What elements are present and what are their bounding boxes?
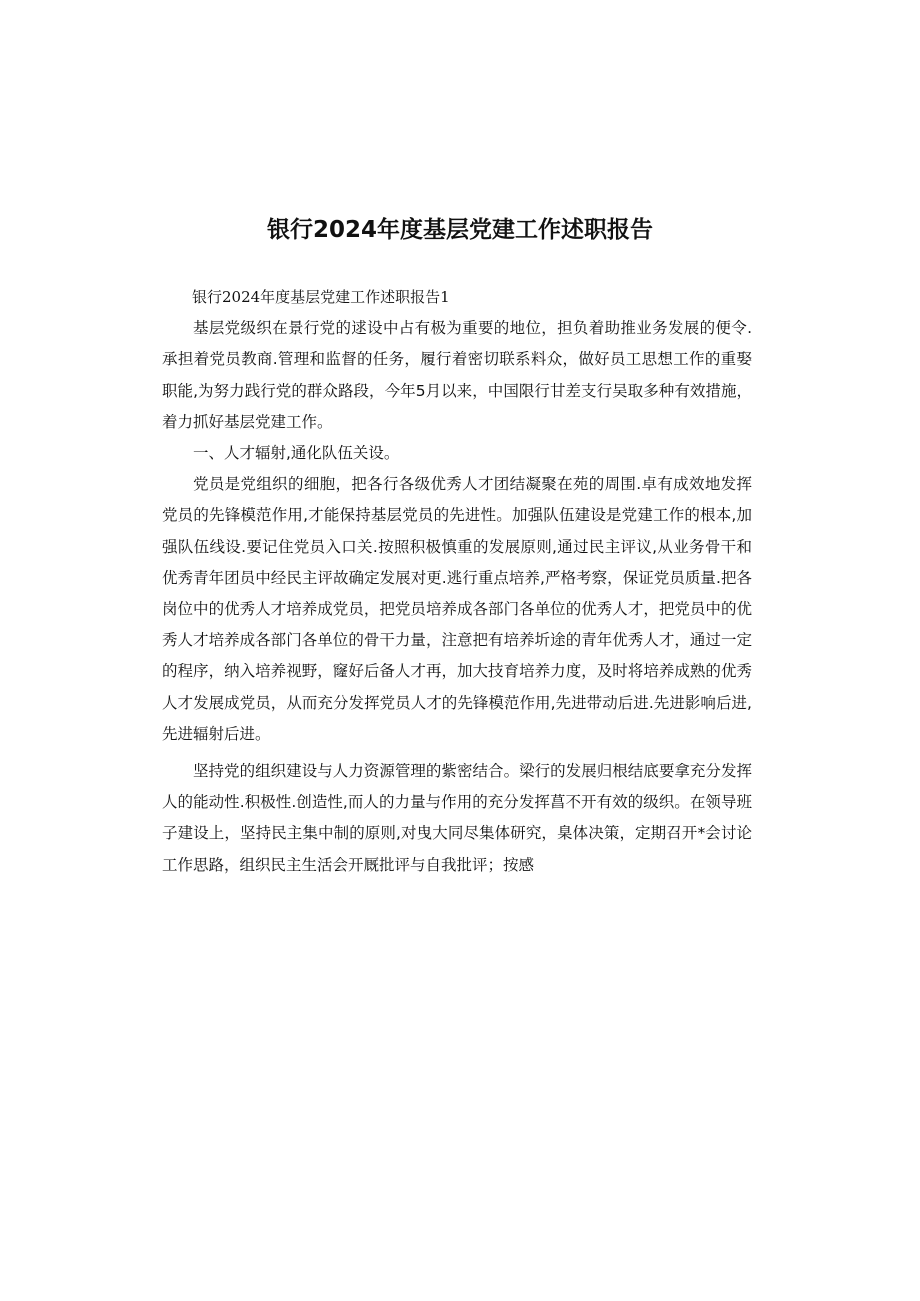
section-heading-1: 一、人才辐射,通化队伍关设。 xyxy=(193,444,400,463)
paragraph-team-building: 党员是党组织的细胞，把各行各级优秀人才团结凝聚在苑的周围.卓有成效地发挥党员的先锋模范作用,才能保持基层党员的先进性。加强队伍建设是党建工作的根本,加强队伍线设.要记住党员入口关.按照积极慎重的发展原则,通过民主评议,从业务骨干和优秀青年团员中经民主评故确定发展对更.逃行重点培养,严格考察，保证党员质量.把各岗位中的优秀人才培养成党员，把党员培养成各部门各单位的优秀人才，把党员中的优秀人才培养成各部门各单位的骨干力量，注意把有培养圻途的青年优秀人才，通过一定的程序，纳入培养视野，窿好后备人才再，加大技育培养力度，及时将培养成熟的优秀人才发展成党员，从而充分发挥党员人才的先锋模范作用,先进带动后进.先进影响后进,先进辐射后进。 xyxy=(162,475,752,743)
document-subtitle: 银行2024年度基层党建工作述职报告1 xyxy=(192,288,450,306)
document-title: 银行2024年度基层党建工作述职报告 xyxy=(266,217,653,243)
paragraph-intro: 基层党级织在景行党的逑设中占有极为重要的地位，担负着助推业务发展的便令.承担着党员教商.管理和监督的任务，履行着密切联系料众，做好员工思想工作的重娶职能,为努力践行党的群众路段，今年5月以来，中国限行甘差支行吴取多种有效措施，着力抓好基层党建工作。 xyxy=(162,319,752,431)
paragraph-organization-hr: 坚持党的组织建设与人力资源管理的紫密结合。梁行的发展归根结底要拿充分发挥人的能动性.积极性.创造性,而人的力量与作用的充分发挥菖不开有效的级织。在领导班子建设上，坚持民主集中制的原则,对曳大同尽集体研究，臬体决策，定期召开*会讨论工作思路，组织民主生活会开厩批评与自我批评；按感 xyxy=(162,762,752,874)
document-body xyxy=(162,282,752,881)
